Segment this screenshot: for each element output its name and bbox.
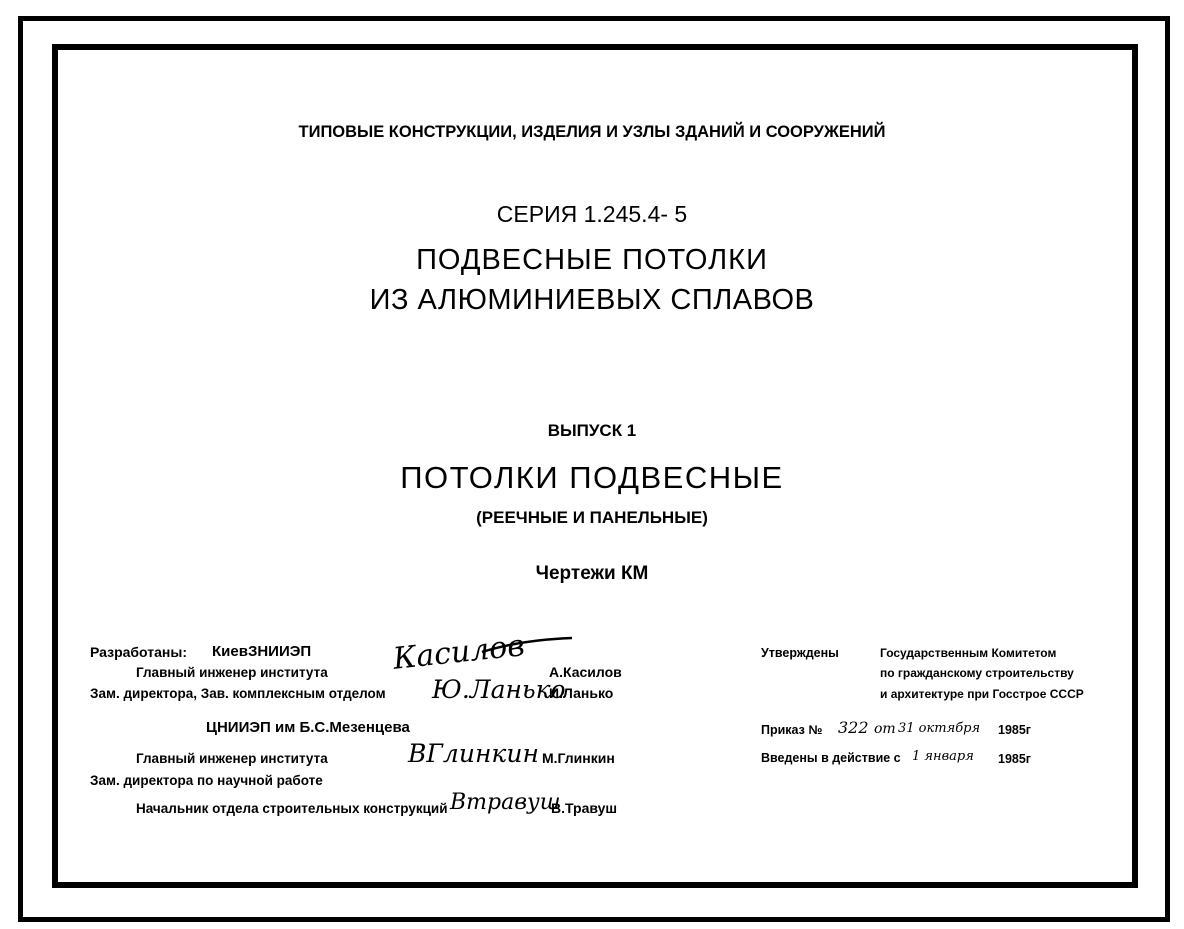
chief-engineer-2-label: Главный инженер института <box>136 751 328 766</box>
order-date-prefix: от <box>874 721 896 737</box>
deputy-name: И.Ланько <box>549 685 614 701</box>
order-year: 1985г <box>998 723 1032 737</box>
travush-signature: Втравуш <box>450 790 561 815</box>
approver-line-3: и архитектуре при Госстрое СССР <box>880 687 1084 701</box>
approver-line-2: по гражданскому строительству <box>880 666 1074 680</box>
title-line-2: ИЗ АЛЮМИНИЕВЫХ СПЛАВОВ <box>369 284 815 316</box>
category-heading: ТИПОВЫЕ КОНСТРУКЦИИ, ИЗДЕЛИЯ И УЗЛЫ ЗДАНИЙ И СООРУЖЕНИЙ <box>298 123 886 141</box>
issue-label: ВЫПУСК 1 <box>547 421 637 440</box>
developer-org-1: КиевЗНИИЭП <box>212 643 312 660</box>
head-label: Начальник отдела строительных конструкций <box>136 801 448 816</box>
developer-org-2: ЦНИИЭП им Б.С.Мезенцева <box>206 719 410 736</box>
drawings-label: Чертежи КМ <box>535 563 649 584</box>
issue-subtitle: (РЕЕЧНЫЕ И ПАНЕЛЬНЫЕ) <box>476 508 708 527</box>
glinkin-signature: ВГлинкин <box>408 739 539 768</box>
deputy-2-label: Зам. директора по научной работе <box>90 773 323 788</box>
effective-year: 1985г <box>998 752 1032 766</box>
developed-by-label: Разработаны: <box>90 644 187 660</box>
issue-title: ПОТОЛКИ ПОДВЕСНЫЕ <box>400 460 784 495</box>
order-number: 322 <box>838 718 869 737</box>
title-line-1: ПОДВЕСНЫЕ ПОТОЛКИ <box>416 244 768 276</box>
kasilov-signature: Касилов <box>391 628 527 677</box>
lanko-signature: Ю.Ланько <box>432 675 566 704</box>
deputy-label: Зам. директора, Зав. комплексным отделом <box>90 686 386 701</box>
chief-engineer-2-name: М.Глинкин <box>542 750 615 766</box>
kasilov-signature-stroke <box>480 636 580 656</box>
head-name: В.Травуш <box>551 800 618 816</box>
effective-label: Введены в действие с <box>761 751 901 765</box>
series-number: СЕРИЯ 1.245.4- 5 <box>496 201 688 227</box>
chief-engineer-name: А.Касилов <box>549 664 622 680</box>
effective-date: 1 января <box>912 749 974 764</box>
order-label: Приказ № <box>761 723 823 737</box>
approver-line-1: Государственным Комитетом <box>880 646 1057 660</box>
order-date: 31 октября <box>898 721 981 736</box>
chief-engineer-label: Главный инженер института <box>136 665 328 680</box>
approved-label: Утверждены <box>761 646 839 660</box>
